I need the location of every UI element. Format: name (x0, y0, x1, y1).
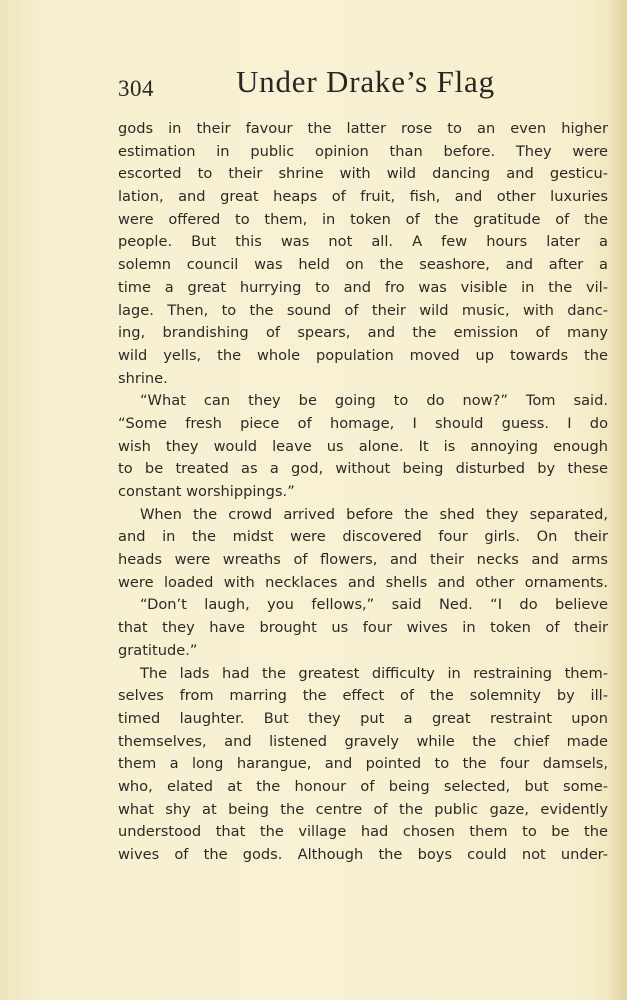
text-line: them a long harangue, and pointed to the four damsels, (118, 755, 608, 773)
text-line: The lads had the greatest difficulty in restraining them- (140, 664, 608, 682)
text-line: “Don’t laugh, you fellows,” said Ned. “I do believe (140, 596, 608, 614)
text-line: wish they would leave us alone. It is annoying enough (118, 437, 608, 455)
text-line: gods in their favour the latter rose to an even higher (118, 120, 608, 137)
page-edge-shadow (609, 0, 627, 1000)
page-number: 304 (118, 76, 154, 101)
text-line: were offered to them, in token of the gratitude of the (118, 210, 608, 228)
text-line: wild yells, the whole population moved up towards the (118, 346, 608, 364)
text-line: estimation in public opinion than before. They were (118, 142, 608, 160)
text-line: that they have brought us four wives in token of their (118, 619, 608, 637)
text-line: lation, and great heaps of fruit, fish, and other luxuries (118, 188, 608, 206)
text-line: themselves, and listened gravely while the chief made (118, 732, 608, 750)
text-line: wives of the gods. Although the boys could not under- (118, 846, 608, 863)
text-line: to be treated as a god, without being disturbed by these (118, 460, 608, 478)
text-line: solemn council was held on the seashore, and after a (118, 256, 608, 274)
text-line: timed laughter. But they put a great restraint upon (118, 709, 608, 727)
page-header (118, 64, 608, 110)
text-line: understood that the village had chosen them to be the (118, 823, 608, 841)
running-title: Under Drake’s Flag (236, 64, 495, 99)
text-line: and in the midst were discovered four girls. On their (118, 528, 608, 546)
body-text (118, 118, 608, 867)
text-line: were loaded with necklaces and shells and other ornaments. (118, 573, 608, 591)
text-line: lage. Then, to the sound of their wild music, with danc- (118, 301, 608, 319)
text-line: gratitude.” (118, 641, 198, 659)
text-line: ing, brandishing of spears, and the emission of many (118, 324, 608, 342)
text-line: what shy at being the centre of the public gaze, evidently (118, 800, 608, 818)
text-line: constant worshippings.” (118, 483, 295, 500)
text-line: who, elated at the honour of being selected, but some- (118, 777, 608, 795)
text-line: shrine. (118, 369, 168, 387)
text-line: escorted to their shrine with wild dancing and gesticu- (118, 165, 608, 183)
text-line: time a great hurrying to and fro was visible in the vil- (118, 278, 608, 296)
text-line: selves from marring the effect of the solemnity by ill- (118, 687, 608, 705)
text-line: “Some fresh piece of homage, I should guess. I do (118, 414, 608, 432)
text-line: people. But this was not all. A few hours later a (118, 233, 608, 251)
text-line: heads were wreaths of flowers, and their necks and arms (118, 551, 608, 569)
text-line: “What can they be going to do now?” Tom said. (140, 392, 608, 410)
text-line: When the crowd arrived before the shed they separated, (140, 505, 608, 523)
